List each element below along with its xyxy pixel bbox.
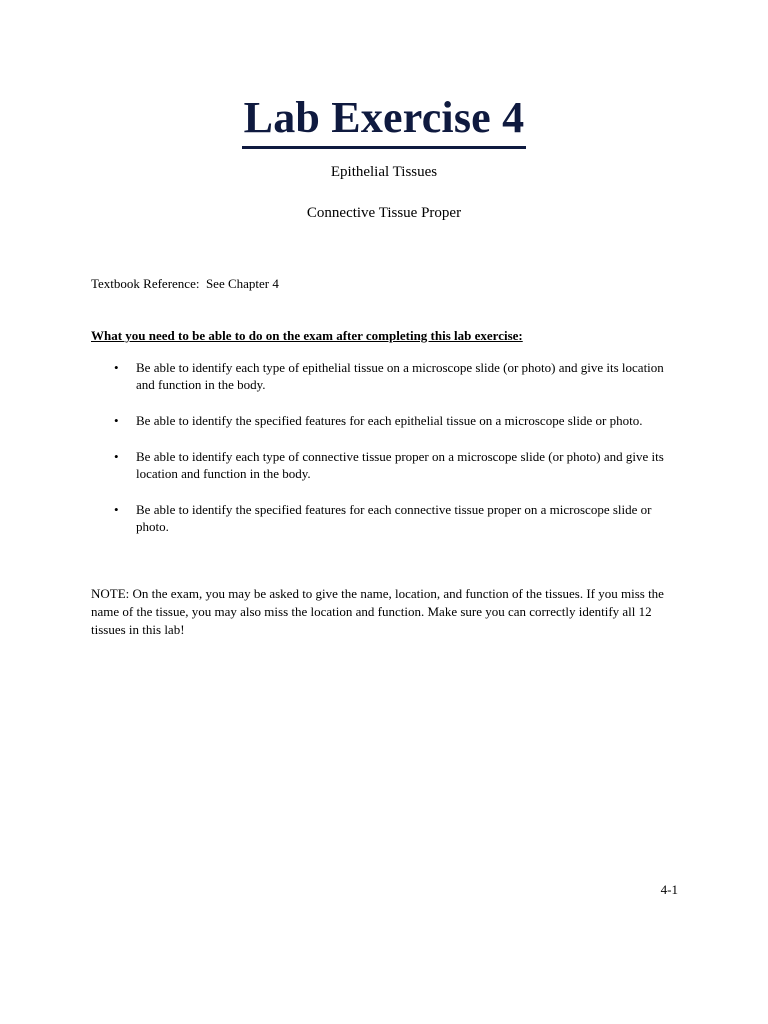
bullet-icon: • xyxy=(114,360,119,375)
list-item-text: Be able to identify each type of connective tissue proper on a microscope slide (or photo) and give its location and function in the body. xyxy=(136,449,664,481)
list-item-text: Be able to identify the specified features for each epithelial tissue on a microscope slide or photo. xyxy=(136,413,643,428)
list-item xyxy=(91,412,681,429)
list-item-text: Be able to identify each type of epithelial tissue on a microscope slide (or photo) and give its location and function in the body. xyxy=(136,360,664,392)
list-item-text: Be able to identify the specified features for each connective tissue proper on a microscope slide or photo. xyxy=(136,502,652,534)
list-item xyxy=(91,501,681,535)
requirements-list xyxy=(91,359,681,554)
bullet-icon: • xyxy=(114,502,119,517)
exam-requirements-heading: What you need to be able to do on the exam after completing this lab exercise: xyxy=(91,328,523,343)
subtitle-connective: Connective Tissue Proper xyxy=(306,205,462,221)
list-item xyxy=(91,359,681,393)
page-number: 4-1 xyxy=(660,882,678,897)
list-item xyxy=(91,448,681,482)
bullet-icon: • xyxy=(114,413,119,428)
subtitle-epithelial: Epithelial Tissues xyxy=(330,164,438,180)
page-title: Lab Exercise 4 xyxy=(242,92,527,149)
exam-note: NOTE: On the exam, you may be asked to give the name, location, and function of the tissues. If you miss the name of the tissue, you may also miss the location and function. Make sure you can correctly identify all 12 tissues in this lab! xyxy=(91,586,664,637)
title-container xyxy=(0,92,768,149)
textbook-reference: Textbook Reference: See Chapter 4 xyxy=(91,276,279,291)
bullet-icon: • xyxy=(114,449,119,464)
